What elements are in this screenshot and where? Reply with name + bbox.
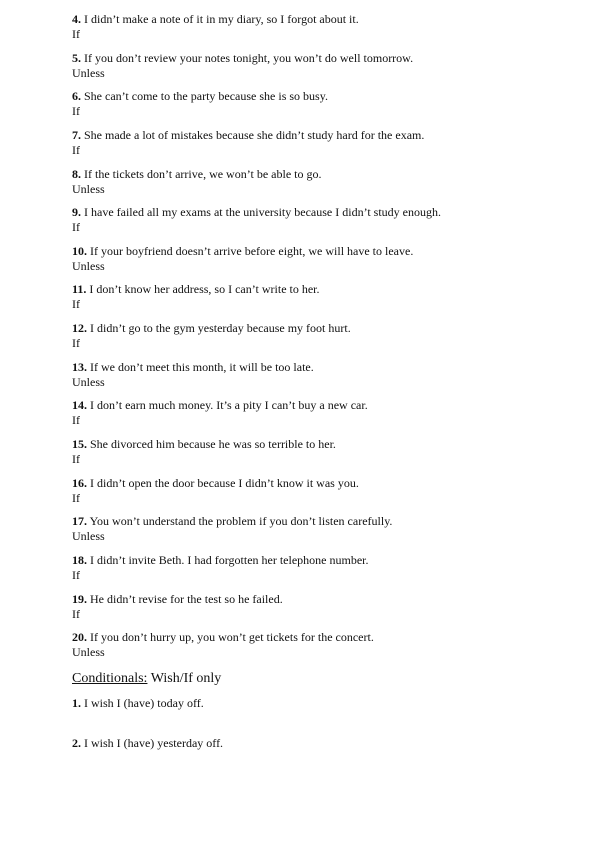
exercise-number: 16. [72,475,87,490]
exercise-item [72,244,572,283]
exercise-number: 11. [72,282,87,297]
exercise-sentence [72,360,572,375]
exercise-sentence [72,128,572,143]
exercise-number: 10. [72,243,87,258]
exercise-number: 14. [72,398,87,413]
exercise-sentence [72,553,572,568]
exercise-prompt: If [72,567,80,582]
exercise-number: 5. [72,50,81,65]
exercise-number: 4. [72,12,81,26]
exercise-sentence [72,12,572,27]
exercise-number: 6. [72,89,81,104]
exercise-prompt: Unless [72,181,105,196]
exercise-item [72,12,572,51]
exercise-text: I don’t earn much money. It’s a pity I can’t buy a new car. [90,398,368,413]
exercise-list [72,12,572,669]
exercise-sentence [72,398,572,413]
wish-number: 1. [72,696,81,710]
exercise-item [72,89,572,128]
exercise-prompt: Unless [72,258,105,273]
exercise-sentence [72,476,572,491]
exercise-item [72,476,572,515]
exercise-item [72,205,572,244]
exercise-text: I don’t know her address, so I can’t write to her. [89,282,320,297]
wish-section [72,670,572,776]
exercise-number: 19. [72,591,87,606]
exercise-prompt: If [72,606,80,621]
section-heading-rest: Wish/If only [147,671,222,686]
wish-item [72,736,572,776]
exercise-sentence [72,630,572,645]
exercise-sentence [72,244,572,259]
exercise-item [72,398,572,437]
exercise-sentence [72,282,572,297]
wish-item [72,696,572,736]
exercise-item [72,282,572,321]
exercise-prompt: If [72,336,80,351]
exercise-text: I didn’t invite Beth. I had forgotten her telephone number. [90,552,369,567]
exercise-prompt: Unless [72,65,105,80]
exercise-item [72,592,572,631]
exercise-number: 8. [72,166,81,181]
exercise-sentence [72,89,572,104]
exercise-sentence [72,321,572,336]
exercise-number: 12. [72,321,87,336]
exercise-item [72,514,572,553]
exercise-prompt: Unless [72,645,105,660]
exercise-item [72,321,572,360]
exercise-text: If your boyfriend doesn’t arrive before eight, we will have to leave. [90,243,414,258]
exercise-number: 17. [72,514,87,529]
exercise-prompt: If [72,297,80,312]
wish-list [72,696,572,776]
exercise-prompt: Unless [72,374,105,389]
exercise-prompt: Unless [72,529,105,544]
exercise-item [72,360,572,399]
exercise-number: 9. [72,205,81,220]
exercise-text: If you don’t review your notes tonight, you won’t do well tomorrow. [84,50,414,65]
exercise-number: 20. [72,630,87,645]
section-heading [72,670,572,688]
wish-text: I wish I (have) today off. [84,696,204,710]
exercise-number: 15. [72,437,87,452]
exercise-sentence [72,437,572,452]
exercise-prompt: If [72,104,80,119]
exercise-text: If you don’t hurry up, you won’t get tickets for the concert. [90,630,374,645]
exercise-prompt: If [72,490,80,505]
exercise-item [72,167,572,206]
wish-number: 2. [72,736,81,750]
exercise-number: 13. [72,359,87,374]
exercise-text: If we don’t meet this month, it will be too late. [90,359,314,374]
exercise-number: 7. [72,127,81,142]
exercise-sentence [72,592,572,607]
section-heading-underlined: Conditionals: [72,671,148,686]
exercise-text: I didn’t open the door because I didn’t know it was you. [90,475,359,490]
exercise-sentence [72,167,572,182]
exercise-text: She can’t come to the party because she is so busy. [84,89,328,104]
exercise-item [72,630,572,669]
exercise-text: I didn’t go to the gym yesterday because my foot hurt. [90,321,351,336]
exercise-sentence [72,51,572,66]
wish-text: I wish I (have) yesterday off. [84,736,224,750]
exercise-number: 18. [72,552,87,567]
exercise-item [72,51,572,90]
exercise-text: I have failed all my exams at the university because I didn’t study enough. [84,205,442,220]
exercise-prompt: If [72,220,80,235]
exercise-text: She made a lot of mistakes because she didn’t study hard for the exam. [84,127,425,142]
exercise-prompt: If [72,27,80,41]
exercise-item [72,128,572,167]
exercise-prompt: If [72,142,80,157]
exercise-prompt: If [72,452,80,467]
exercise-text: She divorced him because he was so terrible to her. [90,437,336,452]
exercise-text: I didn’t make a note of it in my diary, so I forgot about it. [84,12,359,26]
exercise-text: You won’t understand the problem if you don’t listen carefully. [89,514,393,529]
exercise-item [72,437,572,476]
exercise-text: He didn’t revise for the test so he failed. [90,591,283,606]
exercise-sentence [72,514,572,529]
exercise-prompt: If [72,413,80,428]
exercise-sentence [72,205,572,220]
exercise-text: If the tickets don’t arrive, we won’t be able to go. [84,166,322,181]
exercise-item [72,553,572,592]
